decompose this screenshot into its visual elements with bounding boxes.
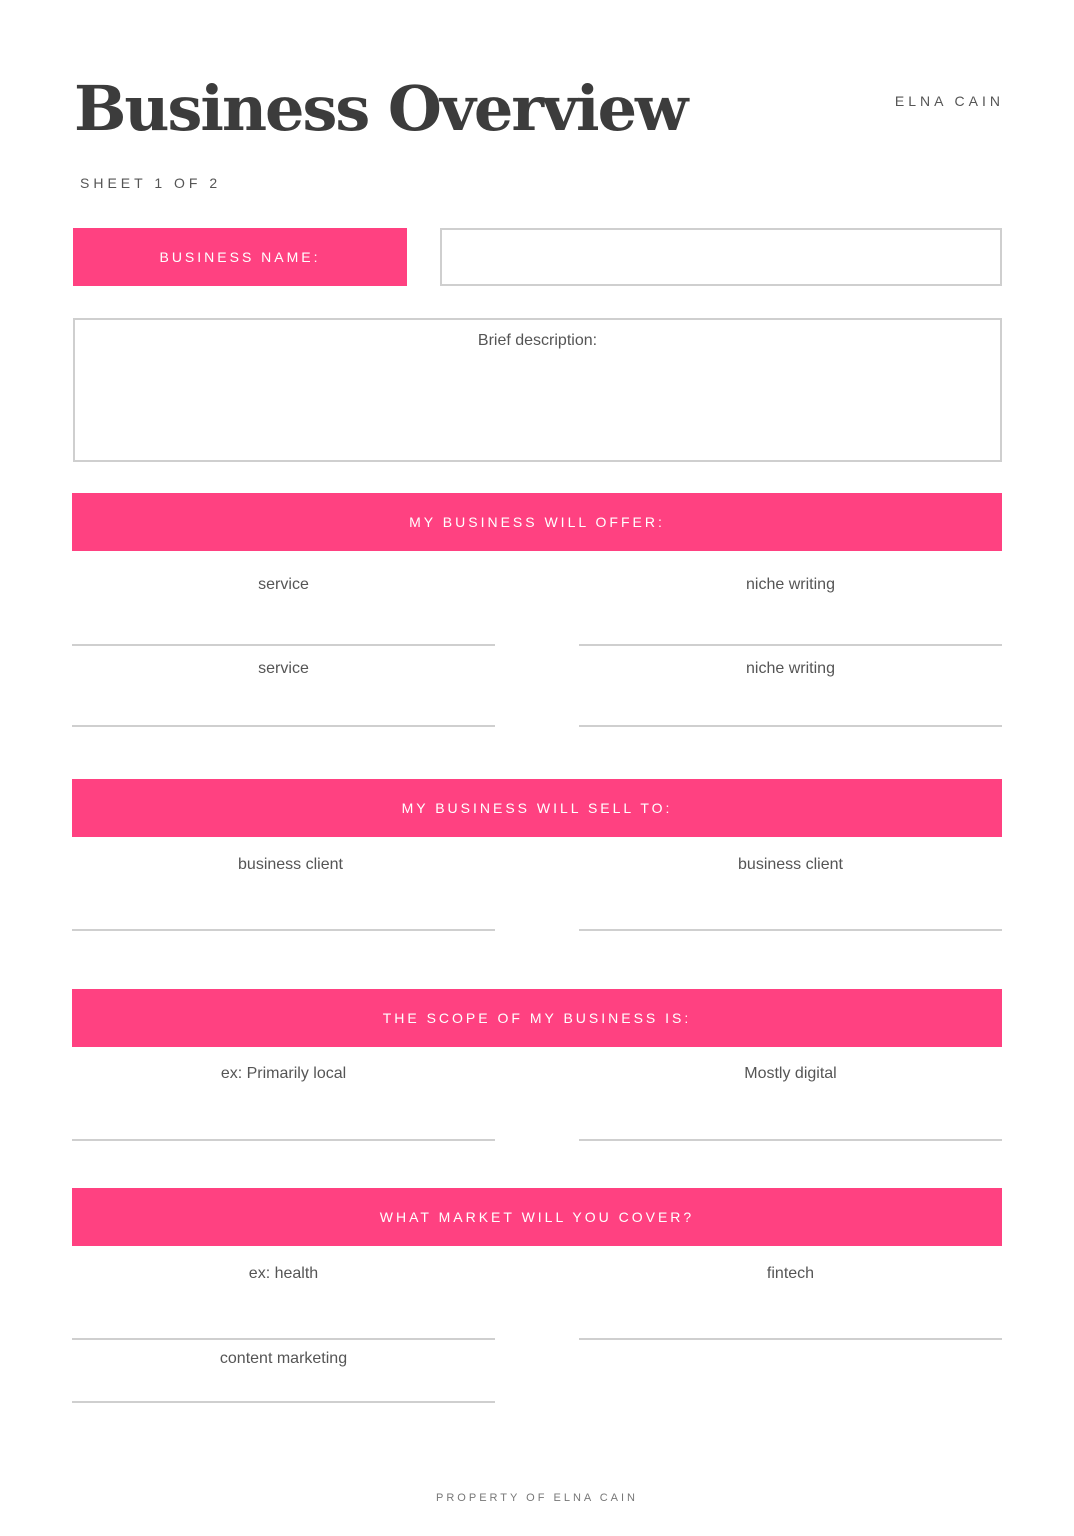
sell-left-line-1 [72,929,495,931]
footer-ownership: PROPERTY OF ELNA CAIN [436,1492,638,1504]
market-right-line-1 [579,1338,1002,1340]
scope-right-1[interactable]: Mostly digital [744,1065,837,1082]
sheet-indicator: SHEET 1 OF 2 [80,175,222,191]
author-name: ELNA CAIN [894,93,1004,109]
description-label: Brief description: [477,332,598,349]
market-left-2[interactable]: content marketing [219,1350,348,1367]
sell-left-1[interactable]: business client [238,856,343,873]
market-right-1[interactable]: fintech [766,1265,815,1282]
offer-left-line-1 [72,644,495,646]
business-name-input[interactable] [440,228,1002,286]
offer-left-1[interactable]: service [258,576,309,593]
market-left-line-1 [72,1338,495,1340]
offer-right-1[interactable]: niche writing [746,576,835,593]
market-section-header: WHAT MARKET WILL YOU COVER? [72,1188,1002,1246]
sell-section-header: MY BUSINESS WILL SELL TO: [72,779,1002,837]
scope-left-line-1 [72,1139,495,1141]
business-name-label: BUSINESS NAME: [73,228,407,286]
offer-right-line-2 [579,725,1002,727]
market-left-line-2 [72,1401,495,1403]
sell-right-1[interactable]: business client [738,856,843,873]
scope-section-header: THE SCOPE OF MY BUSINESS IS: [72,989,1002,1047]
offer-left-2[interactable]: service [258,660,309,677]
page-title: Business Overview [74,72,687,145]
offer-left-line-2 [72,725,495,727]
sell-right-line-1 [579,929,1002,931]
offer-section-header: MY BUSINESS WILL OFFER: [72,493,1002,551]
scope-right-line-1 [579,1139,1002,1141]
market-left-1[interactable]: ex: health [248,1265,319,1282]
description-box[interactable] [73,318,1002,462]
offer-right-line-1 [579,644,1002,646]
scope-left-1[interactable]: ex: Primarily local [220,1065,347,1082]
offer-right-2[interactable]: niche writing [746,660,835,677]
